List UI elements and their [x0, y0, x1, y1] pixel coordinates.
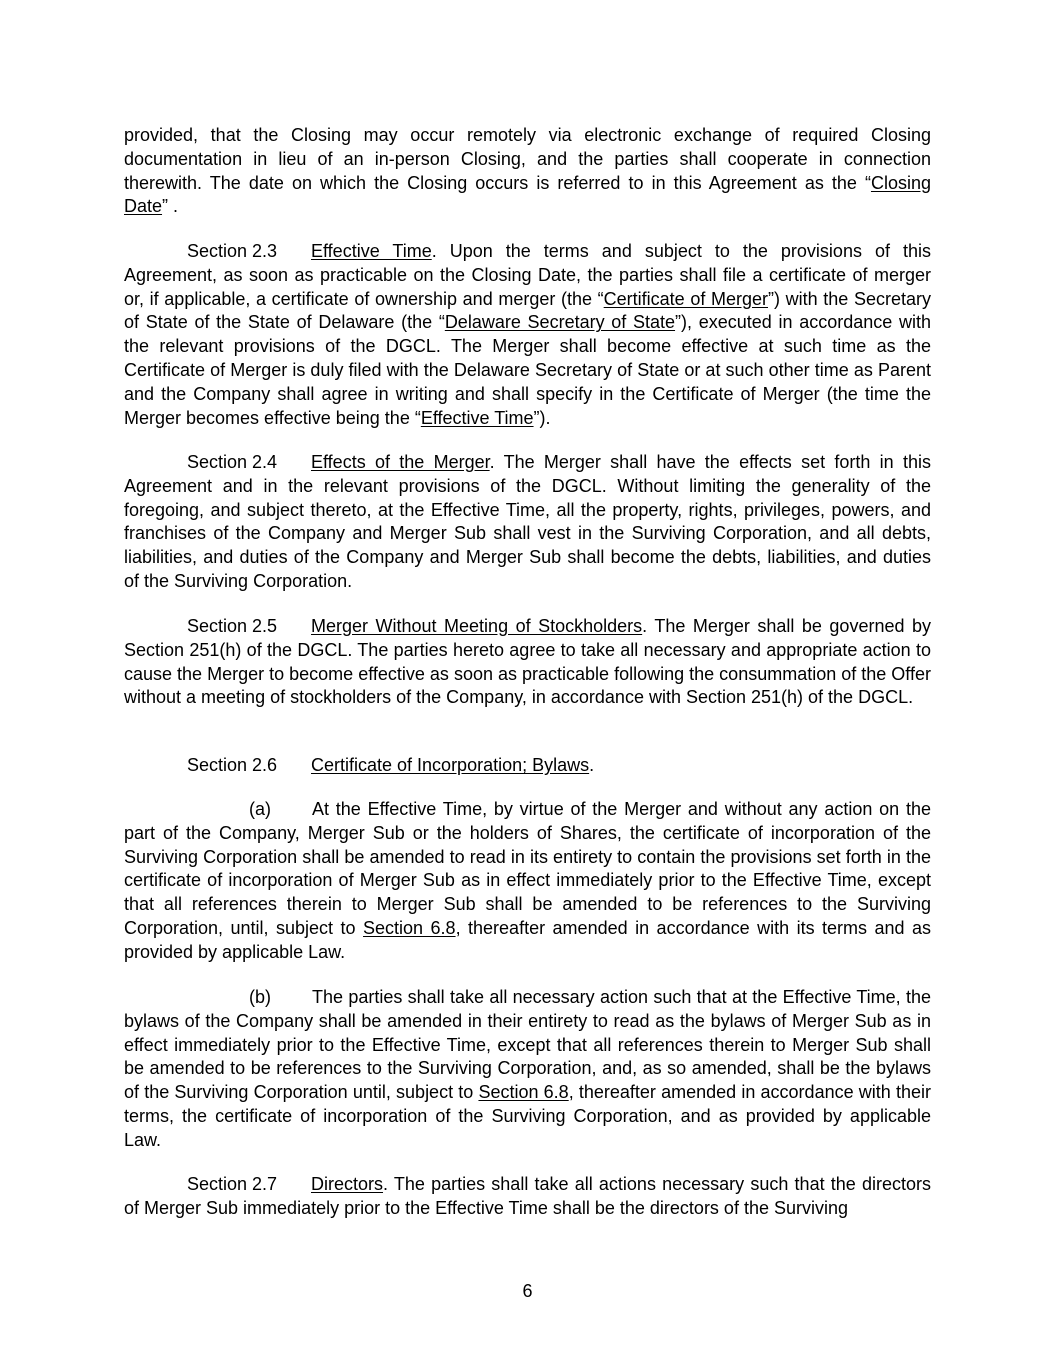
section-2-3 [124, 240, 931, 430]
paragraph-text: The parties shall take all necessary action such that at the Effective Time, the bylaws of the Company shall be amended in their entirety to read as the bylaws of Merger Sub as in effect immediately prior to the Effective Time, except that all references therein to Merger Sub shall be amended to be references to the Surviving Corporation, and, as so amended, shall be the bylaws of the Surviving Corporation until, subject to [124, 987, 931, 1103]
section-title: Certificate of Incorporation; Bylaws [311, 755, 590, 775]
cross-reference-section-6-8: Section 6.8 [363, 917, 456, 938]
paragraph-text: ”), executed in accordance with the relevant provisions of the DGCL. The Merger shall become effective at such time as the Certificate of Merger is duly filed with the Delaware Secretary of State or at such other time as Parent and the Company shall agree in writing and shall specify in the Certificate of Merger (the time the Merger becomes effective being the “ [124, 312, 931, 428]
paragraph-text: . [589, 755, 595, 775]
subsection-label: (b) [249, 987, 271, 1007]
section-title: Directors [311, 1174, 384, 1194]
cross-reference-section-6-8: Section 6.8 [478, 1082, 569, 1103]
section-number: Section 2.5 [187, 616, 278, 636]
defined-term-delaware-secretary: Delaware Secretary of State [444, 312, 676, 333]
defined-term-certificate-of-merger: Certificate of Merger [603, 288, 768, 309]
page-number: 6 [522, 1281, 533, 1301]
section-number: Section 2.6 [187, 755, 278, 775]
paragraph-text: . Upon the terms and subject to the provisions of this Agreement, as soon as practicable on the Closing Date, the parties shall file a certificate of merger or, if applicable, a certificate of ownership and merger (the “ [124, 241, 931, 309]
paragraph-text: At the Effective Time, by virtue of the Merger and without any action on the part of the Company, Merger Sub or the holders of Shares, the certificate of incorporation of the Surviving Corporation shall be amended to read in its entirety to contain the provisions set forth in the certificate of incorporation of Merger Sub as in effect immediately prior to the Effective Time, except that all references therein to Merger Sub shall be amended to be references to the Surviving Corporation, until, subject to [124, 799, 931, 938]
subsection-label: (a) [249, 799, 271, 819]
paragraph-text: ”) with the Secretary of State of the State of Delaware (the “ [124, 288, 931, 333]
section-number: Section 2.4 [187, 452, 278, 472]
section-2-6-b [124, 986, 931, 1153]
closing-date-paragraph [124, 124, 931, 219]
section-2-6 [124, 754, 931, 778]
section-2-7 [124, 1173, 931, 1221]
paragraph-text: provided, that the Closing may occur remotely via electronic exchange of required Closing documentation in lieu of an in-person Closing, and the parties shall cooperate in connection therewith. The date on which the Closing occurs is referred to in this Agreement as the “ [124, 125, 931, 193]
section-2-5 [124, 615, 931, 710]
defined-term-closing-date: Closing Date [124, 172, 931, 217]
section-2-4 [124, 451, 931, 594]
section-number: Section 2.7 [187, 1174, 278, 1194]
paragraph-text: . The parties shall take all actions necessary such that the directors of Merger Sub immediately prior to the Effective Time shall be the directors of the Surviving [124, 1174, 931, 1218]
section-2-6-a [124, 798, 931, 965]
paragraph-text: ” . [162, 196, 179, 217]
section-number: Section 2.3 [187, 241, 278, 261]
paragraph-text: ”). [533, 407, 551, 428]
section-title: Effective Time [311, 241, 432, 261]
defined-term-effective-time: Effective Time [420, 407, 534, 428]
paragraph-text: , thereafter amended in accordance with its terms and as provided by applicable Law. [124, 917, 932, 962]
section-title: Merger Without Meeting of Stockholders [311, 616, 643, 636]
paragraph-text: . The Merger shall be governed by Section 251(h) of the DGCL. The parties hereto agree to take all necessary and appropriate action to cause the Merger to become effective as soon as practicable following the consummation of the Offer without a meeting of stockholders of the Company, in accordance with Section 251(h) of the DGCL. [124, 616, 931, 708]
section-title: Effects of the Merger [311, 452, 490, 472]
paragraph-text: . The Merger shall have the effects set forth in this Agreement and in the relevant provisions of the DGCL. Without limiting the generality of the foregoing, and subject thereto, at the Effective Time, all the property, rights, privileges, powers, and franchises of the Company and Merger Sub shall vest in the Surviving Corporation, and all debts, liabilities, and duties of the Company and Merger Sub shall become the debts, liabilities, and duties of the Surviving Corporation. [124, 452, 931, 591]
paragraph-text: , thereafter amended in accordance with their terms, the certificate of incorporation of the Surviving Corporation, and as provided by applicable Law. [124, 1082, 931, 1150]
